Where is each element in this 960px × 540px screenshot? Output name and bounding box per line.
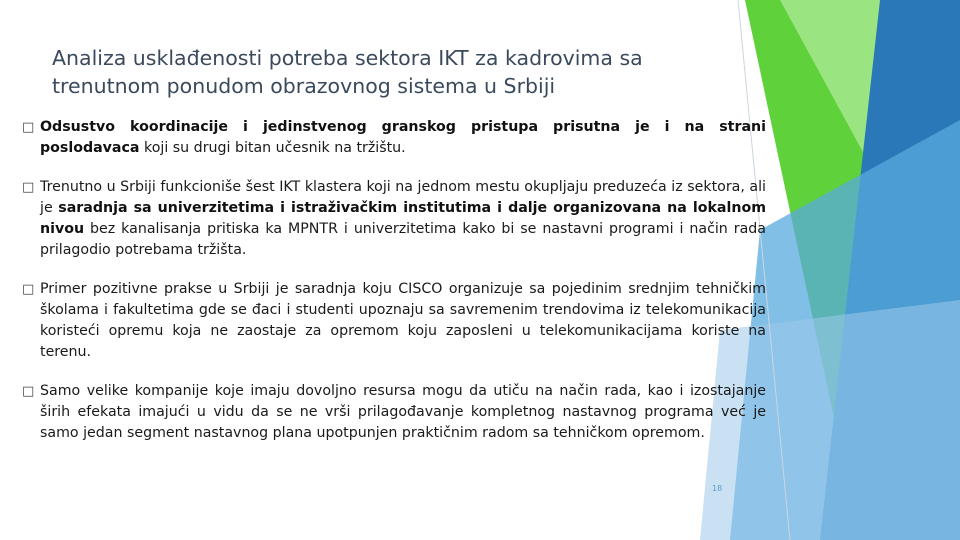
bullet-text: bez kanalisanja pritiska ka MPNTR i univerzitetima kako bi se nastavni programi i način rada prilagodio potrebama tržišta. [40,221,766,258]
page-number: 18 [712,484,723,493]
bullet-text: Trenutno u Srbiji funkcioniše šest IKT klastera koji na jednom mestu okupljaju preduzeća iz sektora, ali je [40,179,766,216]
bullet-item [22,381,766,444]
bullet-text: Samo velike kompanije koje imaju dovoljno resursa mogu da utiču na način rada, kao i izostajanje širih efekata imajući u vidu da se ne vrši prilagođavanje kompletnog nastavnog programa već je samo jedan segment nastavnog plana upotpunjen praktičnim radom sa tehničkom opremom. [40,383,766,441]
slide-title: Analiza usklađenosti potreba sektora IKT za kadrovima sa trenutnom ponudom obrazovnog sistema u Srbiji [52,46,643,98]
bullet-text: Primer pozitivne prakse u Srbiji je saradnja koju CISCO organizuje sa pojedinim srednjim tehničkim školama i fakultetima gde se đaci i studenti upoznaju sa savremenim trendovima iz telekomunikacija koristeći opremu koja ne zaostaje za opremom koju zaposleni u telekomunikacijama koriste na terenu. [40,281,766,360]
bullet-text: koji su drugi bitan učesnik na tržištu. [139,140,406,156]
bullet-emphasis-text: Odsustvo koordinacije i jedinstvenog granskog pristupa prisutna je i na strani poslodavaca [40,119,766,156]
bullet-emphasis-text: saradnja sa univerzitetima i istraživačkim institutima i dalje organizovana na lokalnom nivou [40,200,766,237]
bullet-item [22,117,766,159]
bullet-item [22,177,766,261]
bullet-item [22,279,766,363]
bullet-list [22,117,766,462]
